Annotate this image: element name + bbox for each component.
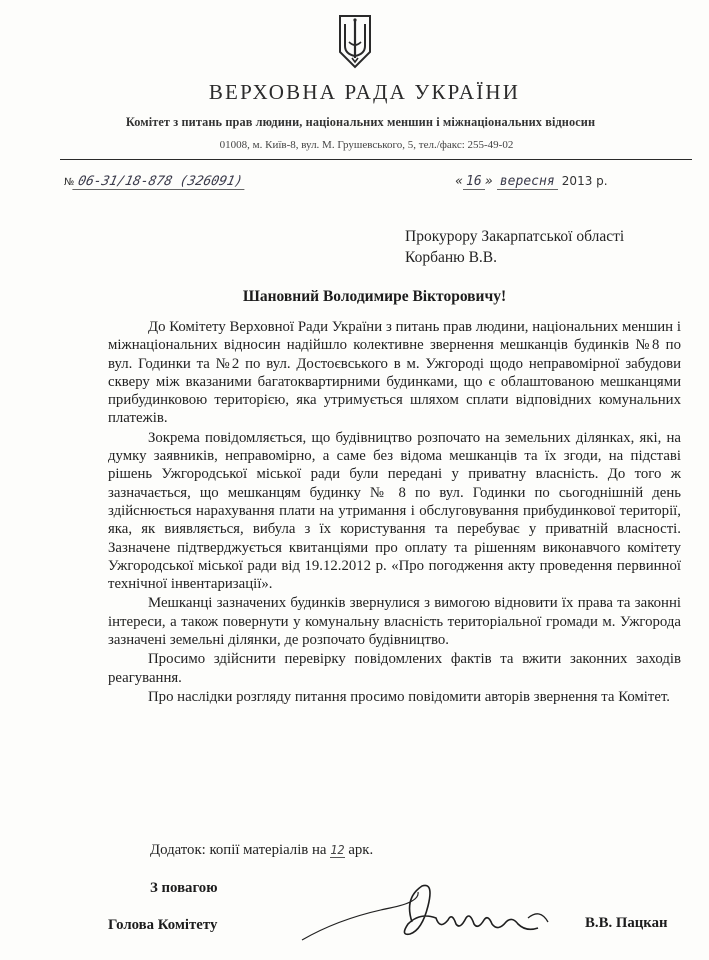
signer-name: В.В. Пацкан: [585, 915, 668, 931]
date-year-suffix: 3 р.: [584, 174, 608, 188]
handwritten-number: 06-31/18-878 (326091): [73, 174, 249, 190]
trident-emblem-icon: [337, 12, 373, 70]
attachment-pages: 12: [330, 843, 345, 857]
header-divider: [60, 159, 692, 160]
number-label: №: [64, 177, 75, 188]
addressee-line-1: Прокурору Закарпатської області: [405, 228, 625, 245]
paragraph-1: До Комітету Верховної Ради України з питань прав людини, національних меншин і міжнаціональних відносин надійшло колективне звернення мешканців будинків №8 по вул. Годинки та №2 по вул. Достоєвського в м. Ужгороді щодо неправомірної забудови скверу між вказаними багатоквартирними будинками, що є облаштованою мешканцями прибудинковою територією, яка утримується шляхом сплати відповідних комунальних платежів.: [108, 319, 681, 427]
addressee-line-2: Корбаню В.В.: [405, 249, 498, 266]
salutation: Шановний Володимире Вікторовичу!: [242, 288, 507, 305]
handwritten-signature-icon: [300, 878, 560, 948]
committee-name: Комітет з питань прав людини, національних меншин і міжнаціональних відносин: [125, 115, 596, 129]
date-year-prefix: 201: [561, 174, 585, 188]
letter-body: [108, 318, 681, 707]
letter-date: « 16 » вересня 2013 р.: [455, 174, 608, 189]
paragraph-5: Про наслідки розгляду питання просимо повідомити авторів звернення та Комітет.: [148, 688, 671, 705]
date-month: вересня: [497, 174, 558, 190]
committee-address: 01008, м. Київ-8, вул. М. Грушевського, 5, тел./факс: 255-49-02: [219, 139, 514, 151]
paragraph-4: Просимо здійснити перевірку повідомлених фактів та вжити законних заходів реагування.: [108, 651, 681, 686]
paragraph-3: Мешканці зазначених будинків звернулися з вимогою відновити їх права та законні інтереси, а також повернути у комунальну власність територіальної громади м. Ужгорода зазначені земельні ділянки, де розпочато будівництво.: [108, 595, 681, 649]
attachment-line: [150, 842, 373, 859]
attachment-prefix: Додаток: копії матеріалів на: [150, 842, 327, 858]
date-day: 16: [463, 174, 485, 190]
paragraph-2: Зокрема повідомляється, що будівництво розпочато на земельних ділянках, які, на думку заявників, неправомірно, а саме без відома мешканців та їх згоди, на підставі рішень Ужгородської міської ради були передані у приватну власність. До того ж зазначається, що мешканцям будинку № 8 по вул. Годинки по сьогоднішній день здійснюється нарахування плати на утримання і обслуговування прибудинкової території, яка, як виявляється, вибула з їх користування та перебуває у приватній власності. Зазначене підтверджується квитанціями про оплату та рішенням виконавчого комітету Ужгородської міської ради від 19.12.2012 р. «Про погодження акту проведення первинної технічної інвентаризації».: [108, 429, 681, 593]
closing-regards: З повагою: [150, 880, 218, 896]
signer-position: Голова Комітету: [108, 917, 218, 933]
attachment-suffix: арк.: [348, 842, 374, 858]
registration-number: [64, 174, 247, 190]
institution-title: ВЕРХОВНА РАДА УКРАЇНИ: [208, 80, 521, 104]
addressee-block: [405, 226, 624, 268]
